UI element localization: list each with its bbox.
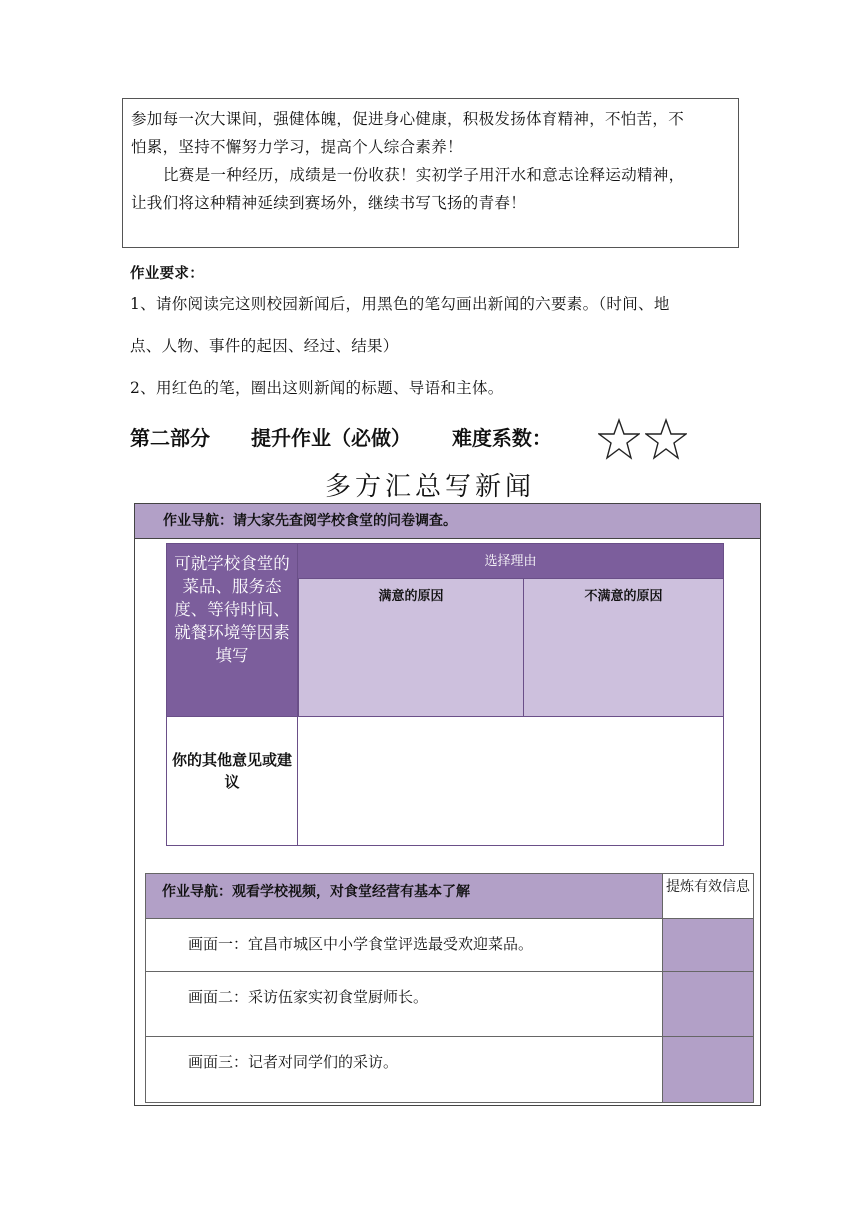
extract-info-field[interactable] <box>663 972 754 1037</box>
requirement-item-1: 1、请你阅读完这则校园新闻后，用黑色的笔勾画出新闻的六要素。（时间、地 <box>130 295 670 313</box>
scene-row: 画面二：采访伍家实初食堂厨师长。 <box>145 972 663 1037</box>
extract-info-header: 提炼有效信息 <box>663 873 754 919</box>
scene-row: 画面一：宜昌市城区中小学食堂评选最受欢迎菜品。 <box>145 919 663 972</box>
other-suggestion-field[interactable] <box>298 717 724 846</box>
survey-nav-banner: 作业导航：请大家先查阅学校食堂的问卷调查。 <box>135 504 760 539</box>
requirements-heading: 作业要求： <box>130 266 204 282</box>
scene-row: 画面三：记者对同学们的采访。 <box>145 1037 663 1103</box>
extract-info-field[interactable] <box>663 1037 754 1103</box>
satisfied-reason-field[interactable]: 满意的原因 <box>298 579 524 717</box>
extract-info-field[interactable] <box>663 919 754 972</box>
video-nav-banner: 作业导航：观看学校视频，对食堂经营有基本了解 <box>145 873 663 919</box>
star-outline-icon <box>645 418 687 460</box>
section-part: 第二部分 <box>130 426 210 450</box>
other-suggestion-label: 你的其他意见或建议 <box>166 717 298 846</box>
survey-side-label: 可就学校食堂的菜品、服务态度、等待时间、就餐环境等因素填写 <box>166 543 298 717</box>
unsatisfied-reason-field[interactable]: 不满意的原因 <box>524 579 724 717</box>
requirement-item-2: 2、用红色的笔，圈出这则新闻的标题、导语和主体。 <box>130 379 504 397</box>
survey-header: 选择理由 <box>298 543 724 579</box>
page-title: 多方汇总写新闻 <box>324 472 535 502</box>
news-line: 让我们将这种精神延续到赛场外，继续书写飞扬的青春！ <box>131 194 527 212</box>
news-line: 参加每一次大课间，强健体魄，促进身心健康，积极发扬体育精神，不怕苦，不 <box>131 110 685 128</box>
news-line: 比赛是一种经历，成绩是一份收获！实初学子用汗水和意志诠释运动精神， <box>163 166 685 184</box>
section-header <box>130 422 586 451</box>
section-type: 提升作业（必做） <box>250 426 411 450</box>
news-line: 怕累，坚持不懈努力学习，提高个人综合素养！ <box>131 138 463 156</box>
star-outline-icon <box>598 418 640 460</box>
requirement-item-1-cont: 点、人物、事件的起因、经过、结果） <box>130 337 399 355</box>
news-excerpt-box <box>122 98 739 248</box>
difficulty-label: 难度系数： <box>451 426 552 450</box>
